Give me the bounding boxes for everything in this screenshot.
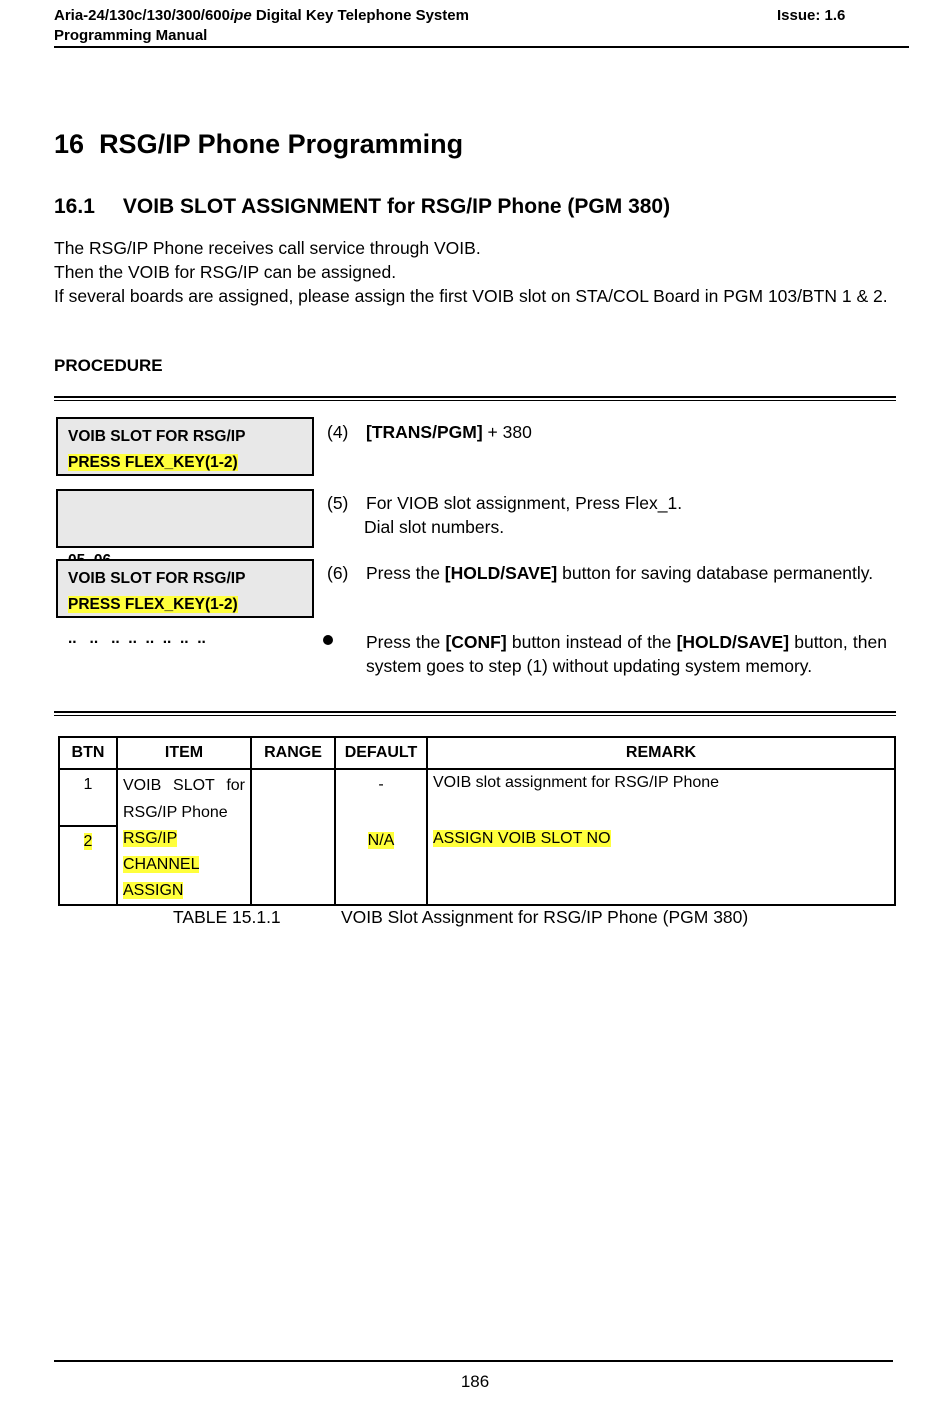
step-4-text: [TRANS/PGM] + 380 [366,422,532,442]
table-row [59,826,895,905]
step-6-number: (6) [327,563,349,583]
procedure-label: PROCEDURE [54,356,163,375]
step-5-line2: Dial slot numbers. [364,517,505,537]
step-6-text: Press the [HOLD/SAVE] button for saving database permanently. [366,563,874,583]
lcd-line: VOIB SLOT FOR RSG/IP [68,570,246,587]
cell-remark: VOIB slot assignment for RSG/IP Phone [427,769,895,826]
procedure-top-rule [54,396,896,401]
cell-item: RSG/IP CHANNEL ASSIGN [117,826,251,905]
cell-btn: 2 [59,826,117,905]
col-header-item: ITEM [117,737,251,769]
procedure-bottom-rule [54,711,896,716]
lcd-display-3 [56,559,314,618]
lcd-display-1 [56,417,314,476]
spec-table [58,736,896,906]
cell-range [251,769,335,826]
cell-remark: ASSIGN VOIB SLOT NO [427,826,895,905]
col-header-remark: REMARK [427,737,895,769]
cell-default: N/A [335,826,427,905]
page-number: 186 [460,1372,490,1391]
header-manual: Programming Manual [54,27,208,44]
header-title: Aria-24/130c/130/300/600ipe Digital Key Telephone System [54,7,469,24]
bullet-note-text: Press the [CONF] button instead of the [HOLD/SAVE] button, then system goes to step (1) without updating system memory. [366,632,887,676]
intro-line: Then the VOIB for RSG/IP can be assigned. [54,262,397,282]
step-4-number: (4) [327,422,349,442]
intro-paragraph [54,236,896,308]
table-caption-text: VOIB Slot Assignment for RSG/IP Phone (PGM 380) [341,907,749,927]
header-rule [54,46,909,48]
step-5-line1: For VIOB slot assignment, Press Flex_1. [366,493,683,513]
table-caption-id: TABLE 15.1.1 [173,907,281,927]
table-row [59,769,895,826]
section-heading: 16.1 VOIB SLOT ASSIGNMENT for RSG/IP Phone (PGM 380) [54,195,671,218]
cell-btn: 1 [59,769,117,826]
lcd-line: .. .. .. .. .. .. .. .. [68,630,206,647]
header-issue: Issue: 1.6 [777,7,846,24]
cell-item: VOIB SLOT for RSG/IP Phone [117,769,251,826]
step-5-number: (5) [327,493,349,513]
lcd-line-highlight: PRESS FLEX_KEY(1-2) [68,596,238,613]
table-header-row [59,737,895,769]
lcd-line-highlight: PRESS FLEX_KEY(1-2) [68,454,238,471]
col-header-btn: BTN [59,737,117,769]
lcd-line: VOIB SLOT FOR RSG/IP [68,428,246,445]
col-header-range: RANGE [251,737,335,769]
cell-default: - [335,769,427,826]
bullet-dot-icon [323,635,333,645]
cell-range [251,826,335,905]
intro-line: The RSG/IP Phone receives call service through VOIB. [54,238,481,258]
intro-line: If several boards are assigned, please assign the first VOIB slot on STA/COL Board in PGM 103/BTN 1 & 2. [54,286,888,306]
col-header-default: DEFAULT [335,737,427,769]
chapter-heading: 16 RSG/IP Phone Programming [54,129,464,159]
footer-rule [54,1360,893,1362]
